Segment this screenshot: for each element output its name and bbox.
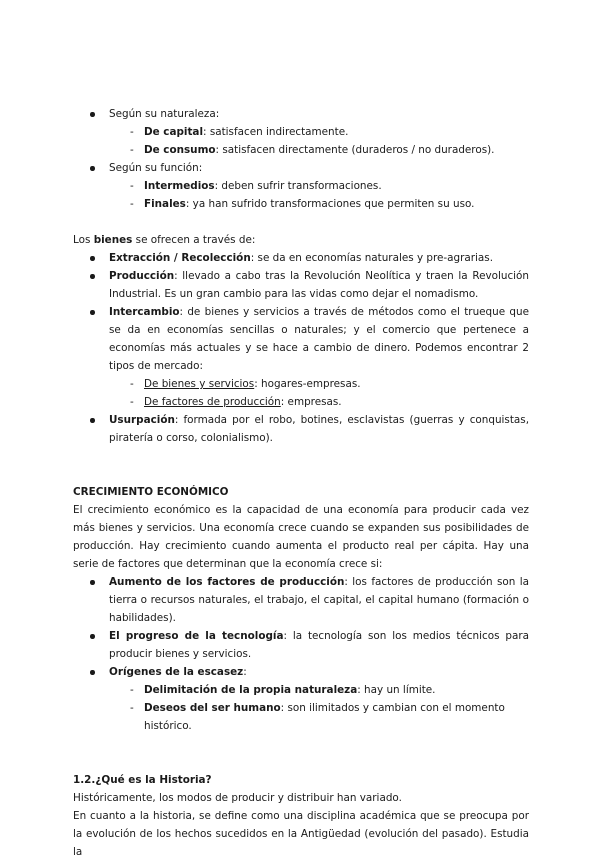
- list-item: Usurpación: formada por el robo, botines, esclavistas (guerras y conquistas, piratería o corso, colonialismo).: [73, 411, 529, 447]
- bienes-section: [73, 231, 529, 447]
- list-subitem: - Finales: ya han sufrido transformaciones que permiten su uso.: [73, 195, 529, 213]
- list-subitem: - Intermedios: deben sufrir transformaciones.: [73, 177, 529, 195]
- section-heading: 1.2.¿Qué es la Historia?: [73, 774, 212, 786]
- paragraph: El crecimiento económico es la capacidad de una economía para producir cada vez más bienes y servicios. Una economía crece cuando se expanden sus posibilidades de producción. Hay crecimiento cuando aumenta el producto real per cápita. Hay una serie de factores que determinan que la economía crece si:: [73, 504, 529, 570]
- list-subitem: - De bienes y servicios: hogares-empresas.: [73, 375, 529, 393]
- document-page: [73, 105, 529, 861]
- list-subitem: - De factores de producción: empresas.: [73, 393, 529, 411]
- list-item: Según su función:: [73, 159, 529, 177]
- list-item: El progreso de la tecnología: la tecnología son los medios técnicos para producir bienes y servicios.: [73, 627, 529, 663]
- list-item: Según su naturaleza:: [73, 105, 529, 123]
- section-heading: CRECIMIENTO ECONÓMICO: [73, 486, 229, 498]
- paragraph: Históricamente, los modos de producir y distribuir han variado.: [73, 792, 402, 804]
- list-subitem: - De capital: satisfacen indirectamente.: [73, 123, 529, 141]
- list-subitem: - Delimitación de la propia naturaleza: hay un límite.: [73, 681, 529, 699]
- classification-list: [73, 105, 529, 213]
- list-item: Aumento de los factores de producción: los factores de producción son la tierra o recursos naturales, el trabajo, el capital, el capital humano (formación o habilidades).: [73, 573, 529, 627]
- list-item: Extracción / Recolección: se da en economías naturales y pre-agrarias.: [73, 249, 529, 267]
- crecimiento-section: [73, 483, 529, 735]
- list-item: Intercambio: de bienes y servicios a través de métodos como el trueque que se da en economías sencillas o naturales; y el comercio que pertenece a economías más actuales y se hace a cambio de dinero. Podemos encontrar 2 tipos de mercado:: [73, 303, 529, 375]
- bienes-intro: Los bienes se ofrecen a través de:: [73, 234, 256, 246]
- list-item: Producción: llevado a cabo tras la Revolución Neolítica y traen la Revolución Industrial. Es un gran cambio para las vidas como dejar el nomadismo.: [73, 267, 529, 303]
- list-item: Orígenes de la escasez:: [73, 663, 529, 681]
- list-subitem: - De consumo: satisfacen directamente (duraderos / no duraderos).: [73, 141, 529, 159]
- paragraph: En cuanto a la historia, se define como una disciplina académica que se preocupa por la evolución de los hechos sucedidos en la Antigüedad (evolución del pasado). Estudia la: [73, 810, 529, 858]
- list-subitem: - Deseos del ser humano: son ilimitados y cambian con el momento histórico.: [73, 699, 529, 735]
